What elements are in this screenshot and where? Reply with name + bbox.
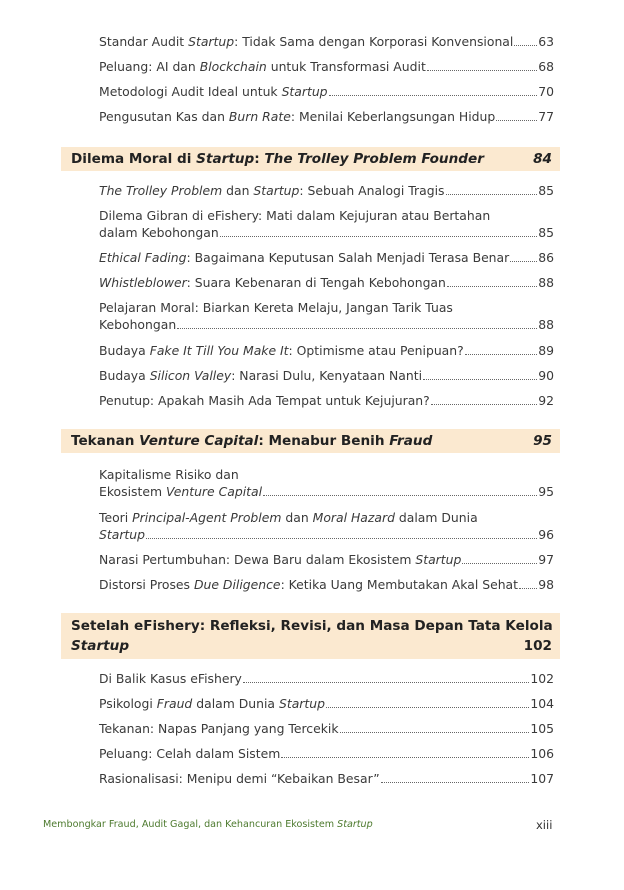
toc-entry[interactable] bbox=[99, 576, 554, 593]
leader-dots bbox=[243, 681, 529, 683]
chapter-page-number: 95 bbox=[533, 433, 552, 449]
entry-page-number: 98 bbox=[538, 577, 554, 592]
toc-entry[interactable] bbox=[99, 207, 554, 241]
entry-title: The Trolley Problem dan Startup: Sebuah Analogi Tragis bbox=[99, 183, 445, 198]
toc-entry[interactable] bbox=[99, 551, 554, 568]
leader-dots bbox=[431, 403, 537, 405]
leader-dots bbox=[465, 353, 538, 355]
leader-dots bbox=[329, 94, 538, 96]
chapter-page-number: 102 bbox=[523, 638, 552, 654]
entry-page-number: 63 bbox=[538, 34, 554, 49]
entry-page-number: 105 bbox=[530, 721, 554, 736]
toc-entry[interactable] bbox=[99, 745, 554, 762]
entry-title-line: Kapitalisme Risiko dan bbox=[99, 467, 239, 482]
entry-title: Ekosistem Venture Capital bbox=[99, 484, 263, 499]
entry-title: Startup bbox=[99, 527, 145, 542]
leader-dots bbox=[381, 781, 530, 783]
toc-entry[interactable] bbox=[99, 274, 554, 291]
leader-dots bbox=[263, 494, 537, 496]
leader-dots bbox=[423, 378, 537, 380]
entry-title: Psikologi Fraud dalam Dunia Startup bbox=[99, 696, 325, 711]
toc-entry[interactable] bbox=[99, 83, 554, 100]
toc-entry[interactable] bbox=[99, 33, 554, 50]
entry-page-number: 85 bbox=[538, 225, 554, 240]
chapter-title-line2: Startup bbox=[71, 638, 130, 654]
toc-entry[interactable] bbox=[99, 720, 554, 737]
toc-entry[interactable] bbox=[99, 509, 554, 543]
entry-page-number: 92 bbox=[538, 393, 554, 408]
leader-dots bbox=[427, 69, 537, 71]
entry-title-line: Pelajaran Moral: Biarkan Kereta Melaju, Jangan Tarik Tuas bbox=[99, 300, 453, 315]
chapter-page-number: 84 bbox=[533, 151, 552, 167]
entry-page-number: 102 bbox=[530, 671, 554, 686]
entry-page-number: 96 bbox=[538, 527, 554, 542]
leader-dots bbox=[446, 193, 538, 195]
toc-entry[interactable] bbox=[99, 466, 554, 500]
toc-entry[interactable] bbox=[99, 695, 554, 712]
toc-entry[interactable] bbox=[99, 299, 554, 333]
toc-entry[interactable] bbox=[99, 108, 554, 125]
entry-title: Rasionalisasi: Menipu demi “Kebaikan Besar” bbox=[99, 771, 380, 786]
entry-title: Peluang: AI dan Blockchain untuk Transformasi Audit bbox=[99, 59, 426, 74]
leader-dots bbox=[340, 731, 530, 733]
entry-page-number: 88 bbox=[538, 275, 554, 290]
entry-title: Distorsi Proses Due Diligence: Ketika Uang Membutakan Akal Sehat bbox=[99, 577, 519, 592]
entry-page-number: 88 bbox=[538, 317, 554, 332]
entry-page-number: 106 bbox=[530, 746, 554, 761]
entry-title-line: Dilema Gibran di eFishery: Mati dalam Kejujuran atau Bertahan bbox=[99, 208, 491, 223]
chapter-title: Setelah eFishery: Refleksi, Revisi, dan Masa Depan Tata Kelola bbox=[71, 618, 553, 634]
leader-dots bbox=[220, 235, 538, 237]
entry-page-number: 107 bbox=[530, 771, 554, 786]
entry-title: Ethical Fading: Bagaimana Keputusan Salah Menjadi Terasa Benar bbox=[99, 250, 510, 265]
toc-entry[interactable] bbox=[99, 367, 554, 384]
entry-page-number: 104 bbox=[530, 696, 554, 711]
leader-dots bbox=[510, 260, 537, 262]
entry-title: Pengusutan Kas dan Burn Rate: Menilai Keberlangsungan Hidup bbox=[99, 109, 496, 124]
chapter-heading[interactable] bbox=[61, 429, 560, 453]
toc-entry[interactable] bbox=[99, 249, 554, 266]
toc-entry[interactable] bbox=[99, 670, 554, 687]
chapter-title: Dilema Moral di Startup: The Trolley Problem Founder bbox=[71, 151, 484, 167]
folio-page-number: xiii bbox=[536, 818, 553, 832]
entry-title: Budaya Silicon Valley: Narasi Dulu, Kenyataan Nanti bbox=[99, 368, 423, 383]
leader-dots bbox=[514, 44, 537, 46]
entry-title: Peluang: Celah dalam Sistem bbox=[99, 746, 281, 761]
entry-page-number: 97 bbox=[538, 552, 554, 567]
entry-page-number: 85 bbox=[538, 183, 554, 198]
entry-page-number: 68 bbox=[538, 59, 554, 74]
leader-dots bbox=[519, 587, 537, 589]
entry-title: Standar Audit Startup: Tidak Sama dengan Korporasi Konvensional bbox=[99, 34, 514, 49]
entry-title: Metodologi Audit Ideal untuk Startup bbox=[99, 84, 328, 99]
entry-title: Penutup: Apakah Masih Ada Tempat untuk Kejujuran? bbox=[99, 393, 430, 408]
leader-dots bbox=[462, 562, 537, 564]
running-footer-title: Membongkar Fraud, Audit Gagal, dan Kehancuran Ekosistem Startup bbox=[43, 819, 373, 830]
entry-page-number: 86 bbox=[538, 250, 554, 265]
leader-dots bbox=[496, 119, 537, 121]
toc-entry[interactable] bbox=[99, 58, 554, 75]
toc-entry[interactable] bbox=[99, 392, 554, 409]
leader-dots bbox=[281, 756, 529, 758]
leader-dots bbox=[177, 327, 537, 329]
entry-title: Di Balik Kasus eFishery bbox=[99, 671, 242, 686]
entry-title: dalam Kebohongan bbox=[99, 225, 219, 240]
entry-page-number: 77 bbox=[538, 109, 554, 124]
entry-title: Budaya Fake It Till You Make It: Optimisme atau Penipuan? bbox=[99, 343, 464, 358]
chapter-title: Tekanan Venture Capital: Menabur Benih Fraud bbox=[71, 433, 433, 449]
entry-title: Narasi Pertumbuhan: Dewa Baru dalam Ekosistem Startup bbox=[99, 552, 462, 567]
leader-dots bbox=[447, 285, 537, 287]
leader-dots bbox=[146, 537, 537, 539]
entry-title: Whistleblower: Suara Kebenaran di Tengah Kebohongan bbox=[99, 275, 446, 290]
entry-title-line: Teori Principal-Agent Problem dan Moral Hazard dalam Dunia bbox=[99, 510, 478, 525]
chapter-heading[interactable] bbox=[61, 613, 560, 659]
toc-entry[interactable] bbox=[99, 342, 554, 359]
toc-entry[interactable] bbox=[99, 770, 554, 787]
entry-page-number: 90 bbox=[538, 368, 554, 383]
entry-title: Tekanan: Napas Panjang yang Tercekik bbox=[99, 721, 339, 736]
toc-entry[interactable] bbox=[99, 182, 554, 199]
chapter-heading[interactable] bbox=[61, 147, 560, 171]
entry-page-number: 70 bbox=[538, 84, 554, 99]
entry-page-number: 89 bbox=[538, 343, 554, 358]
leader-dots bbox=[326, 706, 529, 708]
entry-title: Kebohongan bbox=[99, 317, 177, 332]
entry-page-number: 95 bbox=[538, 484, 554, 499]
